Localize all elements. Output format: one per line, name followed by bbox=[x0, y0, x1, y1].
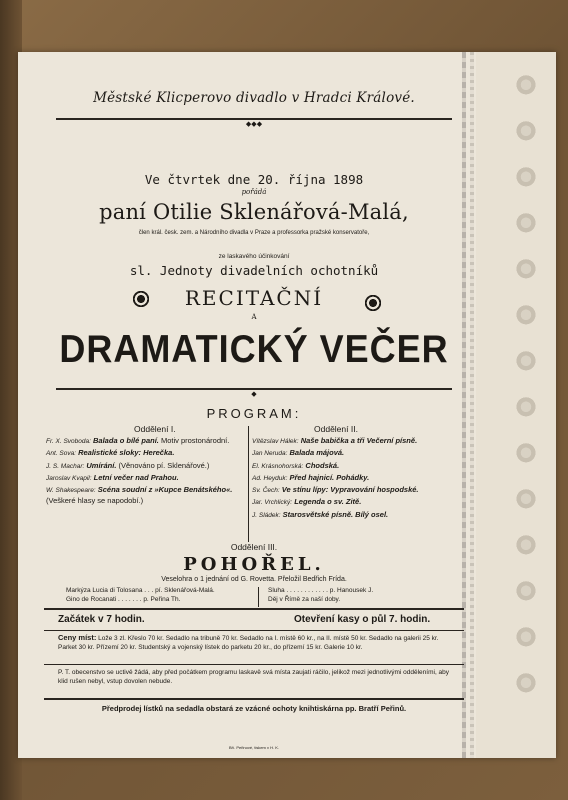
cast-line: Sluha . . . . . . . . . . . . p. Hanousek J. bbox=[268, 587, 374, 594]
work-title: Legenda o sv. Zitě. bbox=[294, 497, 362, 507]
program-item bbox=[46, 461, 242, 472]
start-time: Začátek v 7 hodin. bbox=[58, 614, 145, 625]
program-item bbox=[252, 473, 448, 484]
section2-list bbox=[252, 436, 448, 522]
ornament-icon bbox=[515, 488, 537, 512]
prices bbox=[58, 634, 458, 652]
work-title: Naše babička a tři Večerní písně. bbox=[300, 436, 418, 445]
performer-title: člen král. česk. zem. a Národního divadla v Praze a professorka pražské konservatoře, bbox=[138, 230, 370, 236]
program-item bbox=[46, 473, 242, 484]
printer-imprint: Bří. Peřinové, tiskem v H. K. bbox=[228, 745, 279, 750]
cast-left bbox=[66, 587, 215, 604]
section2-heading: Oddělení II. bbox=[314, 424, 358, 434]
theatre-name: Městské Klicperovo divadlo v Hradci Králové. bbox=[93, 90, 415, 106]
cast-line: Děj v Římě za naší doby. bbox=[268, 595, 341, 603]
cast-divider bbox=[258, 587, 259, 607]
prices-label: Ceny míst: bbox=[58, 633, 97, 642]
organizes-label: pořádá bbox=[241, 188, 267, 196]
program-item bbox=[252, 436, 448, 447]
performer-name: paní Otilie Sklenářová-Malá, bbox=[99, 200, 409, 224]
author: Jaroslav Kvapil: bbox=[46, 474, 92, 482]
section1-heading: Oddělení I. bbox=[134, 424, 176, 434]
program-item bbox=[46, 448, 242, 459]
ornament-icon bbox=[515, 212, 537, 236]
program-item bbox=[46, 436, 242, 447]
recitation-heading: RECITAČNÍ bbox=[184, 286, 324, 310]
author: Jar. Vrchlický: bbox=[252, 499, 293, 507]
cooperation-label: ze laskavého účinkování bbox=[218, 253, 290, 260]
note: Motiv prostonárodní. bbox=[158, 436, 230, 445]
note: (Věnováno pí. Sklenářové.) bbox=[116, 460, 210, 470]
play-subtitle: Veselohra o 1 jednání od G. Rovetta. Přeložil Bedřich Frída. bbox=[161, 576, 347, 583]
club-name: sl. Jednoty divadelních ochotníků bbox=[129, 263, 379, 278]
work-title: Balada o bílé paní. bbox=[93, 436, 159, 445]
program-item bbox=[252, 497, 448, 508]
author: Vítězslav Hálek: bbox=[252, 438, 299, 445]
work-title: Scéna soudní z »Kupce Benátského«. bbox=[97, 485, 233, 495]
divider-ornament-icon: ◆ bbox=[251, 390, 257, 398]
author: Jan Neruda: bbox=[252, 450, 288, 458]
work-title: Chodská. bbox=[305, 460, 340, 470]
audience-notice: P. T. obecenstvo se uctivě žádá, aby před počátkem programu laskavě svá místa zaujati ráčilo, jelikož mezi jednotlivými odděleními, aby klid rušen nebyl, vstup dovolen nebude. bbox=[58, 669, 450, 685]
program-heading: PROGRAM: bbox=[206, 406, 302, 421]
section3-heading: Oddělení III. bbox=[230, 542, 278, 552]
work-title: Balada májová. bbox=[289, 448, 345, 458]
divider bbox=[44, 630, 464, 631]
author: J. S. Machar: bbox=[46, 462, 85, 470]
ornament-icon bbox=[515, 580, 537, 604]
star-ornament-icon bbox=[362, 292, 384, 314]
ornament-icon bbox=[515, 396, 537, 420]
program-item bbox=[252, 510, 448, 521]
poster-sheet bbox=[18, 52, 556, 758]
program-item bbox=[252, 461, 448, 472]
author: Ad. Heyduk: bbox=[252, 474, 288, 482]
program-item bbox=[46, 485, 242, 507]
ornament-icon bbox=[515, 74, 537, 98]
work-title: Ve stínu lípy: Vypravování hospodské. bbox=[281, 485, 419, 495]
ornament-icon bbox=[515, 166, 537, 190]
cast-line: Markýza Lucia di Tolosana . . . pí. Sklenářová-Malá. bbox=[66, 587, 215, 594]
ornament-icon bbox=[515, 534, 537, 558]
column-divider bbox=[248, 426, 249, 542]
work-title: Před hajnicí. Pohádky. bbox=[289, 472, 370, 482]
cast-right bbox=[268, 587, 373, 604]
ornament-icon bbox=[515, 120, 537, 144]
main-heading: DRAMATICKÝ VEČER bbox=[59, 326, 449, 371]
work-title: Letní večer nad Prahou. bbox=[93, 472, 179, 482]
work-title: Realistické sloky: Herečka. bbox=[78, 448, 175, 458]
event-date: Ve čtvrtek dne 20. října 1898 bbox=[144, 172, 364, 187]
poster-content bbox=[44, 52, 464, 758]
author: El. Krásnohorská: bbox=[252, 462, 304, 470]
program-item bbox=[252, 485, 448, 496]
ornament-icon bbox=[515, 442, 537, 466]
ornament-icon bbox=[515, 350, 537, 374]
work-title: Umírání. bbox=[86, 460, 117, 470]
program-item bbox=[252, 448, 448, 459]
box-office-time: Otevření kasy o půl 7. hodin. bbox=[294, 614, 431, 625]
note: (Veškeré hlasy se napodobí.) bbox=[46, 496, 144, 506]
author: W. Shakespeare: bbox=[46, 487, 96, 495]
author: Fr. X. Svoboda: bbox=[46, 438, 91, 445]
work-title: Starosvětské písně. Bílý osel. bbox=[282, 509, 389, 519]
ornament-icon bbox=[515, 672, 537, 696]
divider bbox=[44, 664, 464, 665]
author: Sv. Čech: bbox=[252, 487, 280, 495]
play-title: POHOŘEL. bbox=[183, 554, 325, 575]
section1-list bbox=[46, 436, 242, 508]
divider-ornament-icon: ◆◆◆ bbox=[245, 120, 263, 128]
presale-note: Předprodej lístků na sedadla obstará ze vzácné ochoty knihtiskárna pp. Bratří Peřinů. bbox=[101, 704, 407, 713]
and-label: A bbox=[251, 313, 257, 321]
ornament-column bbox=[506, 52, 546, 758]
ornament-icon bbox=[515, 626, 537, 650]
ornament-icon bbox=[515, 258, 537, 282]
cast-line: Gino de Rocanati . . . . . . . p. Peřina Th. bbox=[66, 595, 181, 603]
author: Ant. Sova: bbox=[46, 450, 76, 458]
border-line bbox=[470, 52, 474, 758]
author: J. Sládek: bbox=[252, 511, 281, 519]
prices-text: Lože 3 zl. Křeslo 70 kr. Sedadlo na tribuně 70 kr. Sedadlo na I. místě 60 kr., na II. místě 50 kr. Sedadlo na galerii 25 kr. Parket 30 kr. Přízemí 20 kr. Studentský a vojenský lístek do parketu 20 kr., do přízemí 15 kr. Galerie 10 kr. bbox=[58, 635, 439, 651]
ornament-icon bbox=[515, 304, 537, 328]
